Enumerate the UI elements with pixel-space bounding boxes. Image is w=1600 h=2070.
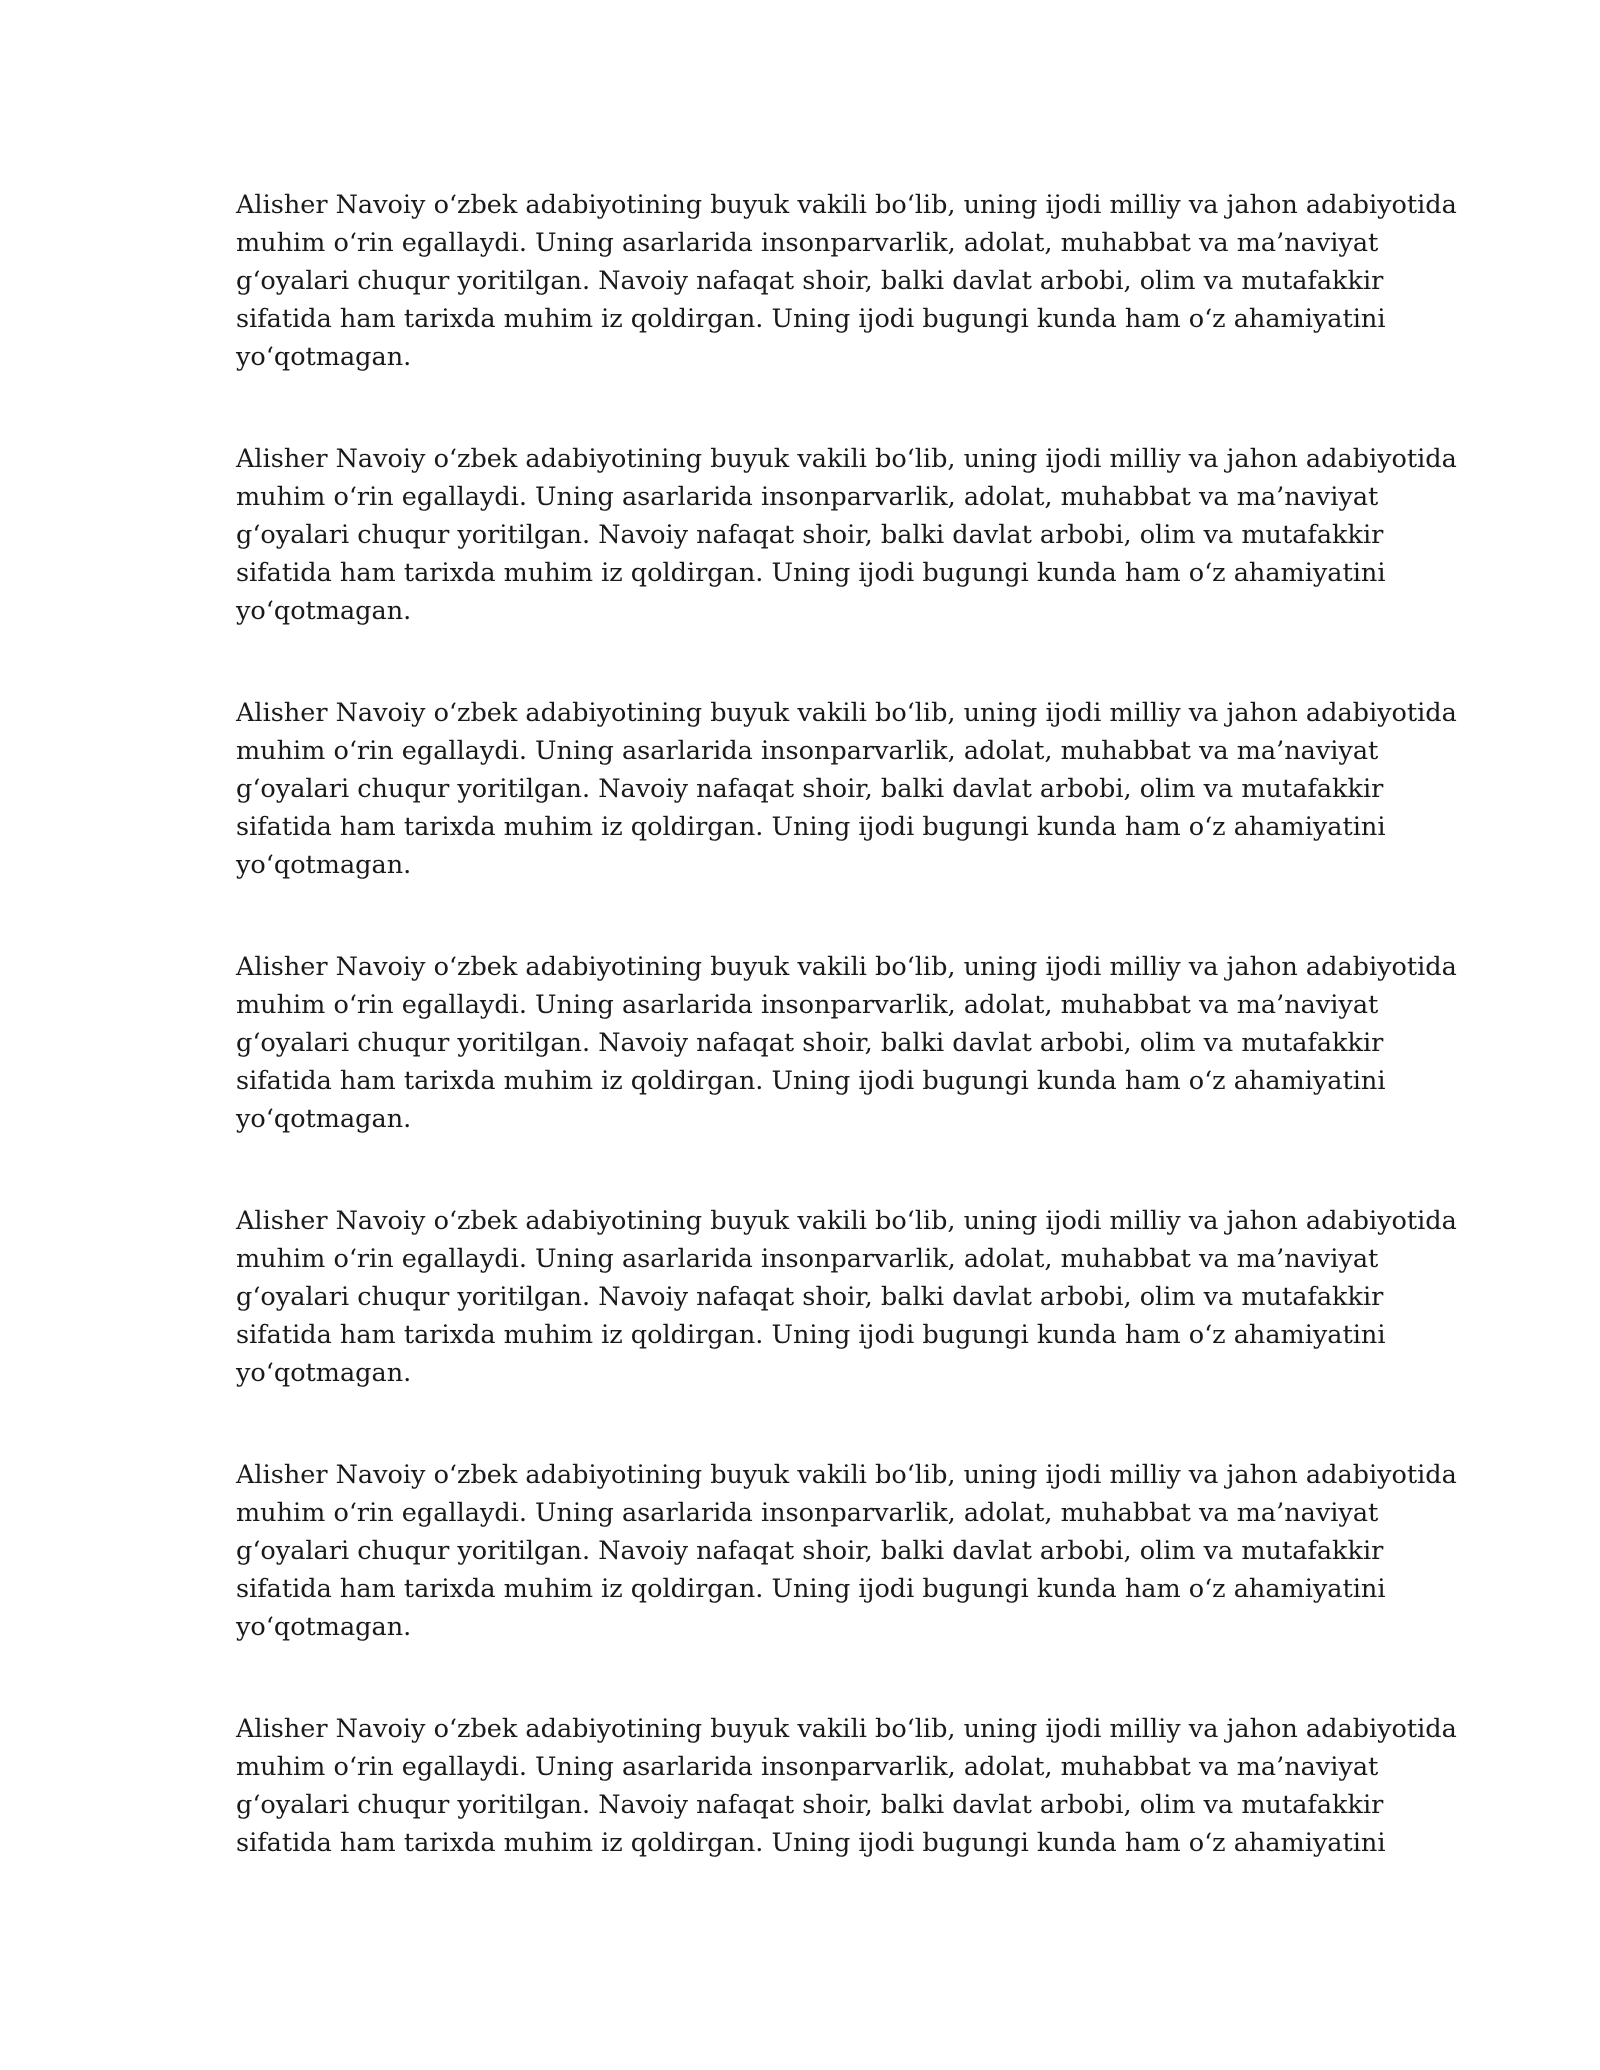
text-line: yo‘qotmagan. bbox=[236, 1104, 412, 1134]
paragraph bbox=[236, 1456, 1457, 1646]
document-body bbox=[236, 186, 1457, 1926]
text-line: muhim o‘rin egallaydi. Uning asarlarida insonparvarlik, adolat, muhabbat va ma’naviyat bbox=[236, 228, 1379, 258]
text-line: sifatida ham tarixda muhim iz qoldirgan. Uning ijodi bugungi kunda ham o‘z ahamiyatini bbox=[236, 1320, 1386, 1350]
text-line: yo‘qotmagan. bbox=[236, 1358, 412, 1388]
text-line: sifatida ham tarixda muhim iz qoldirgan. Uning ijodi bugungi kunda ham o‘z ahamiyatini bbox=[236, 558, 1386, 588]
text-line: Alisher Navoiy o‘zbek adabiyotining buyuk vakili bo‘lib, uning ijodi milliy va jahon adabiyotida bbox=[236, 190, 1457, 220]
paragraph bbox=[236, 1710, 1457, 1862]
text-line: g‘oyalari chuqur yoritilgan. Navoiy nafaqat shoir, balki davlat arbobi, olim va mutafakkir bbox=[236, 520, 1384, 550]
paragraph bbox=[236, 948, 1457, 1138]
text-line: Alisher Navoiy o‘zbek adabiyotining buyuk vakili bo‘lib, uning ijodi milliy va jahon adabiyotida bbox=[236, 444, 1457, 474]
text-line: g‘oyalari chuqur yoritilgan. Navoiy nafaqat shoir, balki davlat arbobi, olim va mutafakkir bbox=[236, 1282, 1384, 1312]
paragraph bbox=[236, 186, 1457, 376]
paragraph bbox=[236, 440, 1457, 630]
text-line: Alisher Navoiy o‘zbek adabiyotining buyuk vakili bo‘lib, uning ijodi milliy va jahon adabiyotida bbox=[236, 698, 1457, 728]
text-line: muhim o‘rin egallaydi. Uning asarlarida insonparvarlik, adolat, muhabbat va ma’naviyat bbox=[236, 1752, 1379, 1782]
text-line: muhim o‘rin egallaydi. Uning asarlarida insonparvarlik, adolat, muhabbat va ma’naviyat bbox=[236, 990, 1379, 1020]
text-line: sifatida ham tarixda muhim iz qoldirgan. Uning ijodi bugungi kunda ham o‘z ahamiyatini bbox=[236, 812, 1386, 842]
text-line: sifatida ham tarixda muhim iz qoldirgan. Uning ijodi bugungi kunda ham o‘z ahamiyatini bbox=[236, 1066, 1386, 1096]
text-line: Alisher Navoiy o‘zbek adabiyotining buyuk vakili bo‘lib, uning ijodi milliy va jahon adabiyotida bbox=[236, 952, 1457, 982]
text-line: sifatida ham tarixda muhim iz qoldirgan. Uning ijodi bugungi kunda ham o‘z ahamiyatini bbox=[236, 1574, 1386, 1604]
text-line: yo‘qotmagan. bbox=[236, 1612, 412, 1642]
text-line: g‘oyalari chuqur yoritilgan. Navoiy nafaqat shoir, balki davlat arbobi, olim va mutafakkir bbox=[236, 1028, 1384, 1058]
text-line: g‘oyalari chuqur yoritilgan. Navoiy nafaqat shoir, balki davlat arbobi, olim va mutafakkir bbox=[236, 774, 1384, 804]
text-line: yo‘qotmagan. bbox=[236, 850, 412, 880]
text-line: g‘oyalari chuqur yoritilgan. Navoiy nafaqat shoir, balki davlat arbobi, olim va mutafakkir bbox=[236, 266, 1384, 296]
text-line: muhim o‘rin egallaydi. Uning asarlarida insonparvarlik, adolat, muhabbat va ma’naviyat bbox=[236, 1498, 1379, 1528]
text-line: yo‘qotmagan. bbox=[236, 342, 412, 372]
paragraph bbox=[236, 694, 1457, 884]
text-line: Alisher Navoiy o‘zbek adabiyotining buyuk vakili bo‘lib, uning ijodi milliy va jahon adabiyotida bbox=[236, 1714, 1457, 1744]
text-line: g‘oyalari chuqur yoritilgan. Navoiy nafaqat shoir, balki davlat arbobi, olim va mutafakkir bbox=[236, 1536, 1384, 1566]
text-line: Alisher Navoiy o‘zbek adabiyotining buyuk vakili bo‘lib, uning ijodi milliy va jahon adabiyotida bbox=[236, 1206, 1457, 1236]
text-line: sifatida ham tarixda muhim iz qoldirgan. Uning ijodi bugungi kunda ham o‘z ahamiyatini bbox=[236, 304, 1386, 334]
text-line: yo‘qotmagan. bbox=[236, 596, 412, 626]
text-line: muhim o‘rin egallaydi. Uning asarlarida insonparvarlik, adolat, muhabbat va ma’naviyat bbox=[236, 482, 1379, 512]
paragraph bbox=[236, 1202, 1457, 1392]
text-line: muhim o‘rin egallaydi. Uning asarlarida insonparvarlik, adolat, muhabbat va ma’naviyat bbox=[236, 736, 1379, 766]
text-line: g‘oyalari chuqur yoritilgan. Navoiy nafaqat shoir, balki davlat arbobi, olim va mutafakkir bbox=[236, 1790, 1384, 1820]
text-line: muhim o‘rin egallaydi. Uning asarlarida insonparvarlik, adolat, muhabbat va ma’naviyat bbox=[236, 1244, 1379, 1274]
text-line: sifatida ham tarixda muhim iz qoldirgan. Uning ijodi bugungi kunda ham o‘z ahamiyatini bbox=[236, 1828, 1386, 1858]
text-line: Alisher Navoiy o‘zbek adabiyotining buyuk vakili bo‘lib, uning ijodi milliy va jahon adabiyotida bbox=[236, 1460, 1457, 1490]
